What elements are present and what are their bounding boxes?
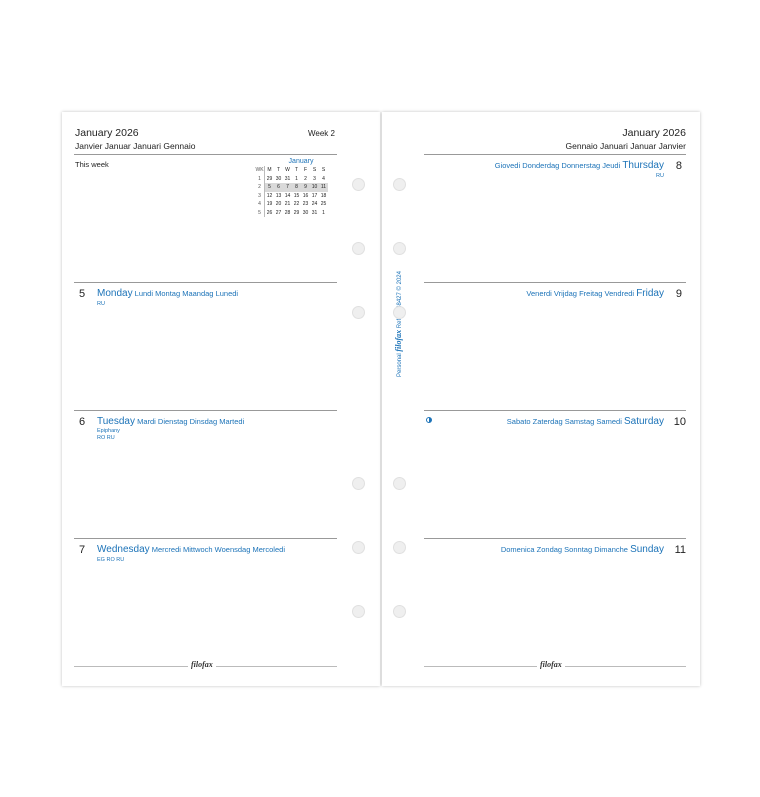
day-rule [424,538,686,539]
day-name: Sunday [630,544,664,555]
day-number: 8 [675,160,682,172]
calendar-day: 13 [275,192,282,199]
day-name-translations: Mardi Dienstag Dinsdag Martedi [137,417,245,426]
calendar-day: 21 [284,201,291,208]
binder-hole [393,306,406,319]
calendar-day: 1 [322,209,325,216]
day-number: 10 [673,416,686,428]
left-diary-page [62,112,380,686]
calendar-week-number: 5 [255,209,265,218]
spine-brand-logo: filofax [394,329,403,352]
right-month-year: January 2026 [622,127,686,139]
day-heading [97,416,244,427]
binder-hole [352,605,365,618]
calendar-day: 30 [302,209,309,216]
mini-calendar-title: January [288,158,314,165]
holiday-codes: RO RU [97,435,115,441]
calendar-day: 12 [266,192,273,199]
calendar-day: 8 [292,183,301,192]
day-rule [74,282,337,283]
binder-hole [352,242,365,255]
calendar-week-row [255,200,328,209]
left-month-year: January 2026 [75,127,139,139]
calendar-day: 23 [302,201,309,208]
holiday-codes: RU [97,301,105,307]
day-name-translations: Mercredi Mittwoch Woensdag Mercoledi [151,545,285,554]
calendar-day: 4 [322,175,325,182]
calendar-header-cell: F [303,167,308,174]
calendar-week-row [255,209,328,218]
day-name: Thursday [622,160,664,171]
right-month-names: Gennaio Januari Januar Janvier [565,141,686,151]
spine-year: © 2024 [397,271,403,291]
day-name-translations: Giovedi Donderdag Donnerstag Jeudi [494,161,621,170]
spine-label [394,271,403,377]
calendar-day: 30 [275,175,282,182]
calendar-week-row-current [255,183,328,192]
day-name: Saturday [623,416,664,427]
calendar-day: 5 [265,183,275,192]
calendar-header-cell: WK [255,167,264,174]
mini-calendar [255,158,337,217]
binder-hole [393,605,406,618]
calendar-day: 31 [284,175,291,182]
day-rule [74,410,337,411]
header-rule [74,154,337,155]
day-heading [97,288,238,299]
calendar-day: 7 [283,183,292,192]
calendar-day: 17 [311,192,318,199]
calendar-day: 15 [293,192,300,199]
calendar-header-cell: S [312,167,317,174]
header-rule [424,154,686,155]
calendar-day: 11 [320,184,327,191]
calendar-day: 6 [274,183,283,192]
week-label: Week 2 [308,129,335,138]
binder-hole [393,242,406,255]
calendar-header-cell: S [321,167,326,174]
this-week-label: This week [75,160,109,169]
calendar-day: 3 [313,175,316,182]
day-rule [74,538,337,539]
right-diary-page [382,112,700,686]
holiday-codes: RU [656,173,664,179]
calendar-day: 2 [304,175,307,182]
left-month-names: Janvier Januar Januari Gennaio [75,141,196,151]
day-name-translations: Sabato Zaterdag Samstag Samedi [506,417,622,426]
day-heading [501,544,664,555]
calendar-day: 27 [275,209,282,216]
day-number: 7 [79,544,86,556]
filofax-logo: filofax [537,660,565,669]
calendar-day: 29 [266,175,273,182]
calendar-week-number: 1 [255,175,265,184]
calendar-day: 24 [311,201,318,208]
calendar-day: 18 [320,192,327,199]
calendar-day: 31 [311,209,318,216]
mini-calendar-header [255,166,328,175]
binder-hole [352,178,365,191]
binder-hole [352,306,365,319]
calendar-week-number: 4 [255,200,265,209]
calendar-week-row [255,192,328,201]
calendar-day: 28 [284,209,291,216]
day-heading [97,544,285,555]
day-rule [424,410,686,411]
calendar-day: 25 [320,201,327,208]
binder-hole [352,541,365,554]
binder-hole [393,178,406,191]
day-name-translations: Venerdi Vrijdag Freitag Vendredi [526,289,635,298]
binder-hole [393,541,406,554]
day-heading [495,160,664,171]
day-heading [507,416,664,427]
day-number: 11 [674,544,686,556]
calendar-header-cell: T [276,167,281,174]
day-number: 5 [79,288,86,300]
calendar-day: 16 [302,192,309,199]
calendar-day: 20 [275,201,282,208]
calendar-day: 9 [301,183,310,192]
day-name: Wednesday [97,544,150,555]
filofax-logo: filofax [188,660,216,669]
day-rule [424,282,686,283]
day-note: Epiphany [97,428,120,434]
calendar-day: 14 [284,192,291,199]
day-name-translations: Lundi Montag Maandag Lunedi [134,289,239,298]
day-number: 9 [675,288,682,300]
calendar-header-cell: M [267,167,272,174]
calendar-day: 22 [293,201,300,208]
calendar-day: 10 [311,184,318,191]
day-number: 6 [79,416,86,428]
day-name: Friday [636,288,664,299]
mini-calendar-grid [255,166,328,217]
calendar-day: 26 [266,209,273,216]
binder-hole [352,477,365,490]
holiday-codes: EG RO RU [97,557,125,563]
day-heading [526,288,664,299]
calendar-header-cell: T [294,167,299,174]
calendar-week-number: 3 [255,192,265,201]
binder-hole [393,477,406,490]
day-name: Tuesday [97,416,135,427]
calendar-day: 19 [266,201,273,208]
calendar-day: 1 [295,175,298,182]
day-name-translations: Domenica Zondag Sonntag Dimanche [500,545,628,554]
calendar-day: 29 [293,209,300,216]
calendar-header-cell: W [285,167,290,174]
calendar-week-row [255,175,328,184]
calendar-week-number: 2 [255,183,265,192]
moon-phase-icon [426,417,432,423]
spine-size: Personal [397,353,403,377]
day-name: Monday [97,288,133,299]
